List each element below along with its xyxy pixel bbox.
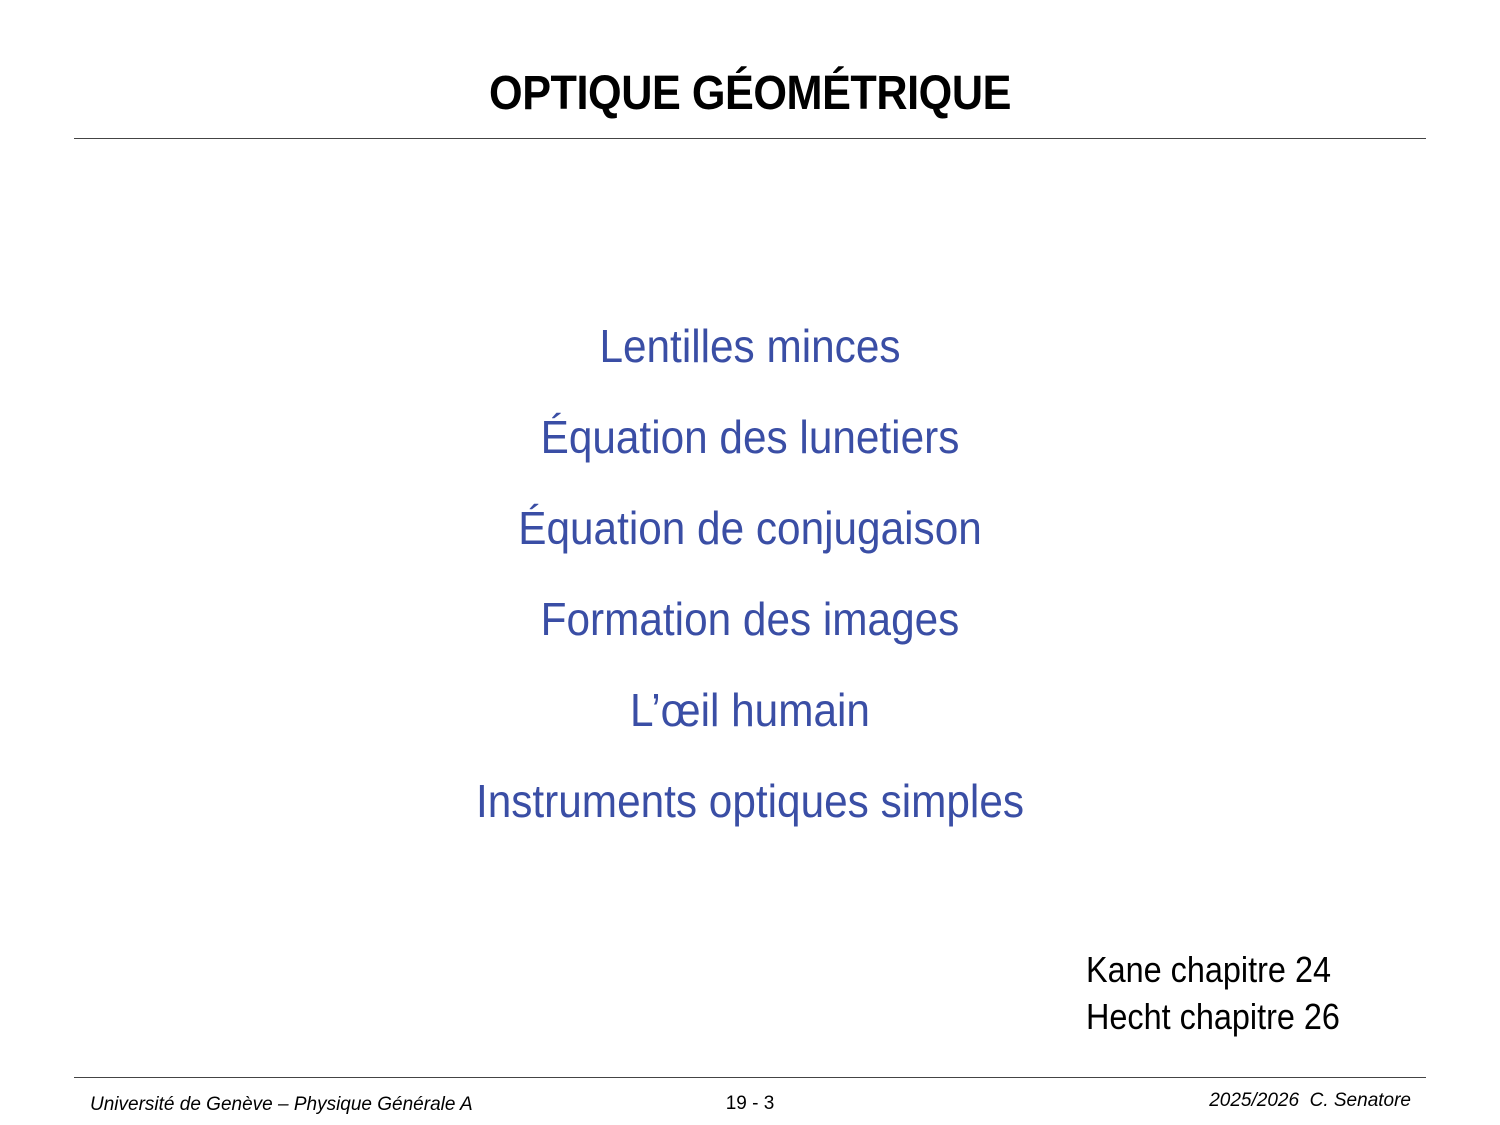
footer-divider bbox=[74, 1077, 1426, 1078]
topic-list bbox=[0, 316, 1500, 862]
page-number: 19 - 3 bbox=[725, 1093, 775, 1114]
reference-hecht: Hecht chapitre 26 bbox=[1086, 996, 1340, 1037]
footer-author: 2025/2026 C. Senatore bbox=[1209, 1090, 1411, 1111]
title-divider bbox=[74, 138, 1426, 139]
topic-item: Lentilles minces bbox=[599, 320, 901, 372]
footer-institution: Université de Genève – Physique Générale A bbox=[90, 1094, 473, 1115]
topic-item: Instruments optiques simples bbox=[475, 775, 1025, 827]
reference-kane: Kane chapitre 24 bbox=[1086, 949, 1331, 990]
references-block bbox=[1086, 946, 1340, 1040]
topic-item: L’œil humain bbox=[630, 684, 870, 736]
topic-item: Formation des images bbox=[540, 593, 960, 645]
slide-title: OPTIQUE GÉOMÉTRIQUE bbox=[489, 67, 1011, 120]
topic-item: Équation de conjugaison bbox=[518, 502, 982, 554]
topic-item: Équation des lunetiers bbox=[540, 411, 960, 463]
